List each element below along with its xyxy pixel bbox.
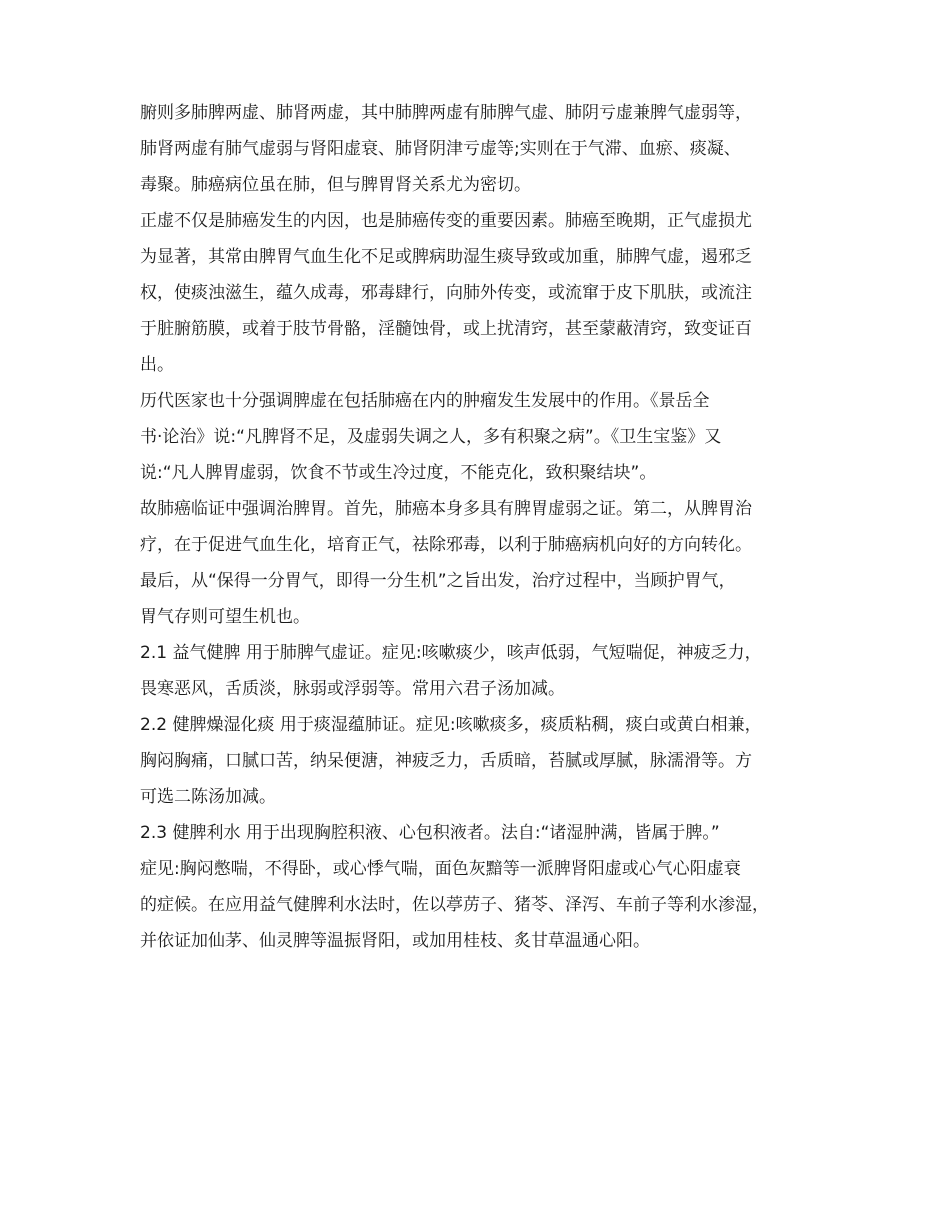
text-line: 正虚不仅是肺癌发生的内因，也是肺癌传变的重要因素。肺癌至晚期，正气虚损尤 — [140, 211, 752, 231]
text-line: 症见:胸闷憋喘，不得卧，或心悸气喘，面色灰黯等一派脾肾阳虚或心气心阳虚衰 — [140, 859, 741, 879]
section-heading-line: 2.2 健脾燥湿化痰 用于痰湿蕴肺证。症见:咳嗽痰多，痰质粘稠，痰白或黄白相兼， — [140, 715, 762, 735]
text-line: 可选二陈汤加减。 — [140, 787, 276, 807]
text-line: 并依证加仙茅、仙灵脾等温振肾阳，或加用桂枝、炙甘草温通心阳。 — [140, 931, 650, 951]
text-line: 肺肾两虚有肺气虚弱与肾阳虚衰、肺肾阴津亏虚等;实则在于气滞、血瘀、痰凝、 — [140, 139, 741, 159]
section-heading-line: 2.3 健脾利水 用于出现胸腔积液、心包积液者。法自:“诸湿肿满，皆属于脾。” — [140, 823, 720, 843]
text-line: 的症候。在应用益气健脾利水法时，佐以葶苈子、猪苓、泽泻、车前子等利水渗湿， — [140, 895, 769, 915]
text-line: 疗，在于促进气血生化，培育正气，祛除邪毒，以利于肺癌病机向好的方向转化。 — [140, 535, 752, 555]
text-line: 故肺癌临证中强调治脾胃。首先，肺癌本身多具有脾胃虚弱之证。第二，从脾胃治 — [140, 499, 752, 519]
text-line: 说:“凡人脾胃虚弱，饮食不节或生冷过度，不能克化，致积聚结块”。 — [140, 463, 657, 483]
body-text — [140, 95, 840, 959]
text-line: 于脏腑筋膜，或着于肢节骨骼，淫髓蚀骨，或上扰清窍，甚至蒙蔽清窍，致变证百 — [140, 319, 752, 339]
text-line: 出。 — [140, 355, 174, 375]
text-line: 历代医家也十分强调脾虚在包括肺癌在内的肿瘤发生发展中的作用。《景岳全 — [140, 391, 710, 411]
text-line: 胸闷胸痛，口腻口苦，纳呆便溏，神疲乏力，舌质暗，苔腻或厚腻，脉濡滑等。方 — [140, 751, 752, 771]
text-line: 胃气存则可望生机也。 — [140, 607, 310, 627]
text-line: 腑则多肺脾两虚、肺肾两虚，其中肺脾两虚有肺脾气虚、肺阴亏虚兼脾气虚弱等， — [140, 103, 752, 123]
text-line: 权，使痰浊滋生，蕴久成毒，邪毒肆行，向肺外传变，或流窜于皮下肌肤，或流注 — [140, 283, 752, 303]
text-line: 最后，从“保得一分胃气，即得一分生机”之旨出发，治疗过程中，当顾护胃气， — [140, 571, 736, 591]
text-line: 毒聚。肺癌病位虽在肺，但与脾胃肾关系尤为密切。 — [140, 175, 531, 195]
section-heading-line: 2.1 益气健脾 用于肺脾气虚证。症见:咳嗽痰少，咳声低弱，气短喘促，神疲乏力， — [140, 643, 762, 663]
text-line: 为显著，其常由脾胃气血生化不足或脾病助湿生痰导致或加重，肺脾气虚，遏邪乏 — [140, 247, 752, 267]
text-line: 畏寒恶风，舌质淡，脉弱或浮弱等。常用六君子汤加减。 — [140, 679, 565, 699]
text-line: 书·论治》说:“凡脾肾不足，及虚弱失调之人，多有积聚之病”。《卫生宝鉴》又 — [140, 427, 722, 447]
